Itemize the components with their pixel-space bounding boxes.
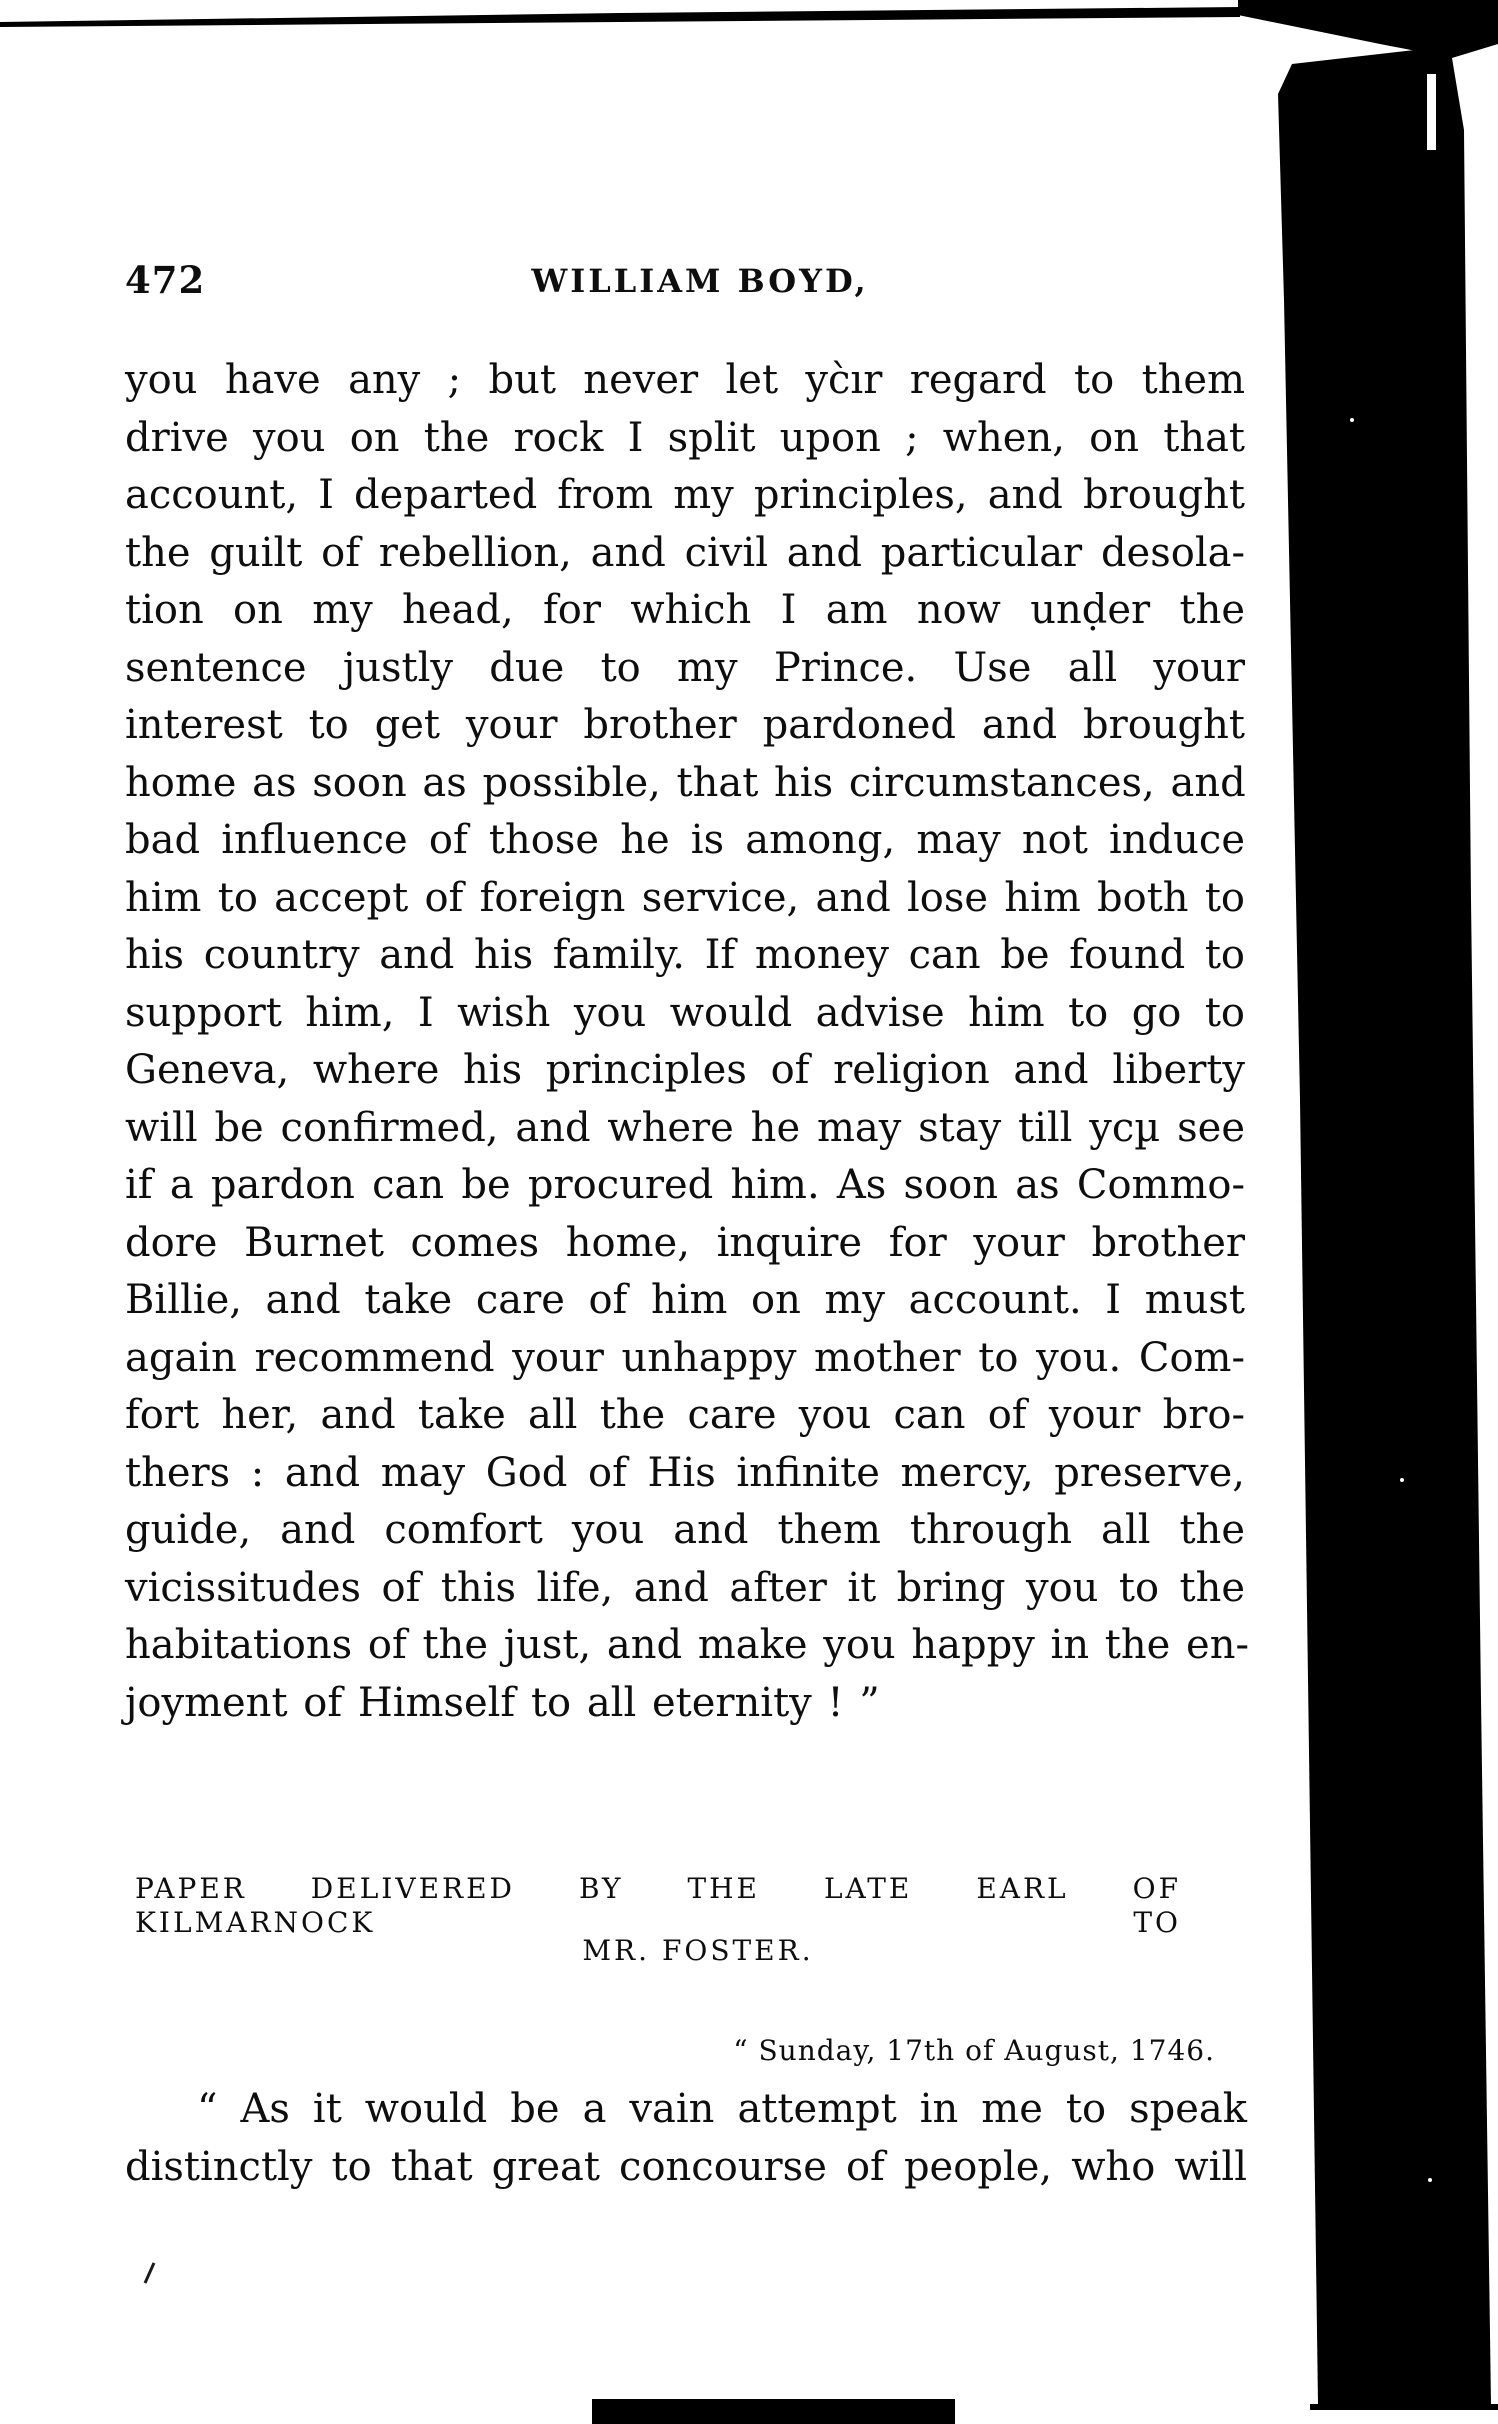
letter-line: again recommend your unhappy mother to you. Com- [125, 1334, 1245, 1381]
bottom-scan-bar [592, 2399, 955, 2424]
letter-line: will be confirmed, and where he may stay till ycµ see [125, 1104, 1245, 1151]
letter-line: you have any ; but never let yc̀ır regard to them [125, 357, 1245, 403]
page-number: 472 [125, 258, 206, 302]
letter-line: sentence justly due to my Prince. Use all your [125, 644, 1245, 691]
dateline: “ Sunday, 17th of August, 1746. [733, 2034, 1215, 2067]
letter-line: the guilt of rebellion, and civil and particular desola- [125, 529, 1245, 576]
letter-line: his country and his family. If money can be found to [125, 932, 1245, 978]
letter-line: him to accept of foreign service, and lose him both to [125, 874, 1245, 921]
right-scan-band [1278, 46, 1491, 2404]
letter-line: guide, and comfort you and them through all the [125, 1507, 1245, 1553]
letter-line: support him, I wish you would advise him to go to [125, 989, 1245, 1036]
band-white-strip [1427, 74, 1436, 150]
top-right-wedge [1238, 0, 1498, 58]
letter-line: interest to get your brother pardoned and brought [125, 702, 1245, 748]
letter-line: thers : and may God of His infinite mercy, preserve, [125, 1449, 1245, 1496]
letter-line: joyment of Himself to all eternity ! ” [125, 1679, 880, 1726]
section-heading-line1: PAPER DELIVERED BY THE LATE EARL OF KILMARNOCK TO [135, 1872, 1181, 1939]
band-bottom-line [1310, 2404, 1498, 2410]
top-rule [0, 7, 1240, 27]
letter-line: bad influence of those he is among, may not induce [125, 817, 1245, 863]
letter-line: vicissitudes of this life, and after it bring you to the [125, 1564, 1245, 1611]
letter-line: drive you on the rock I split upon ; when, on that [125, 414, 1245, 461]
letter-line: habitations of the just, and make you happy in the en- [125, 1622, 1249, 1668]
letter-line: home as soon as possible, that his circumstances, and [125, 759, 1246, 806]
running-title: WILLIAM BOYD, [531, 262, 869, 300]
letter-line: Billie, and take care of him on my account. I must [125, 1277, 1245, 1323]
letter-line: if a pardon can be procured him. As soon as Commo- [125, 1162, 1245, 1208]
letter-line: account, I departed from my principles, and brought [125, 472, 1245, 518]
closing-line: distinctly to that great concourse of people, who will [125, 2144, 1247, 2190]
letter-line: tion on my head, for which I am now unḍer the [125, 587, 1245, 633]
section-heading-line2: MR. FOSTER. [582, 1934, 814, 1967]
letter-line: dore Burnet comes home, inquire for your brother [125, 1219, 1245, 1266]
letter-line: fort her, and take all the care you can of your bro- [125, 1392, 1245, 1438]
closing-line: “ As it would be a vain attempt in me to speak [197, 2086, 1247, 2132]
letter-line: Geneva, where his principles of religion and liberty [125, 1047, 1245, 1093]
